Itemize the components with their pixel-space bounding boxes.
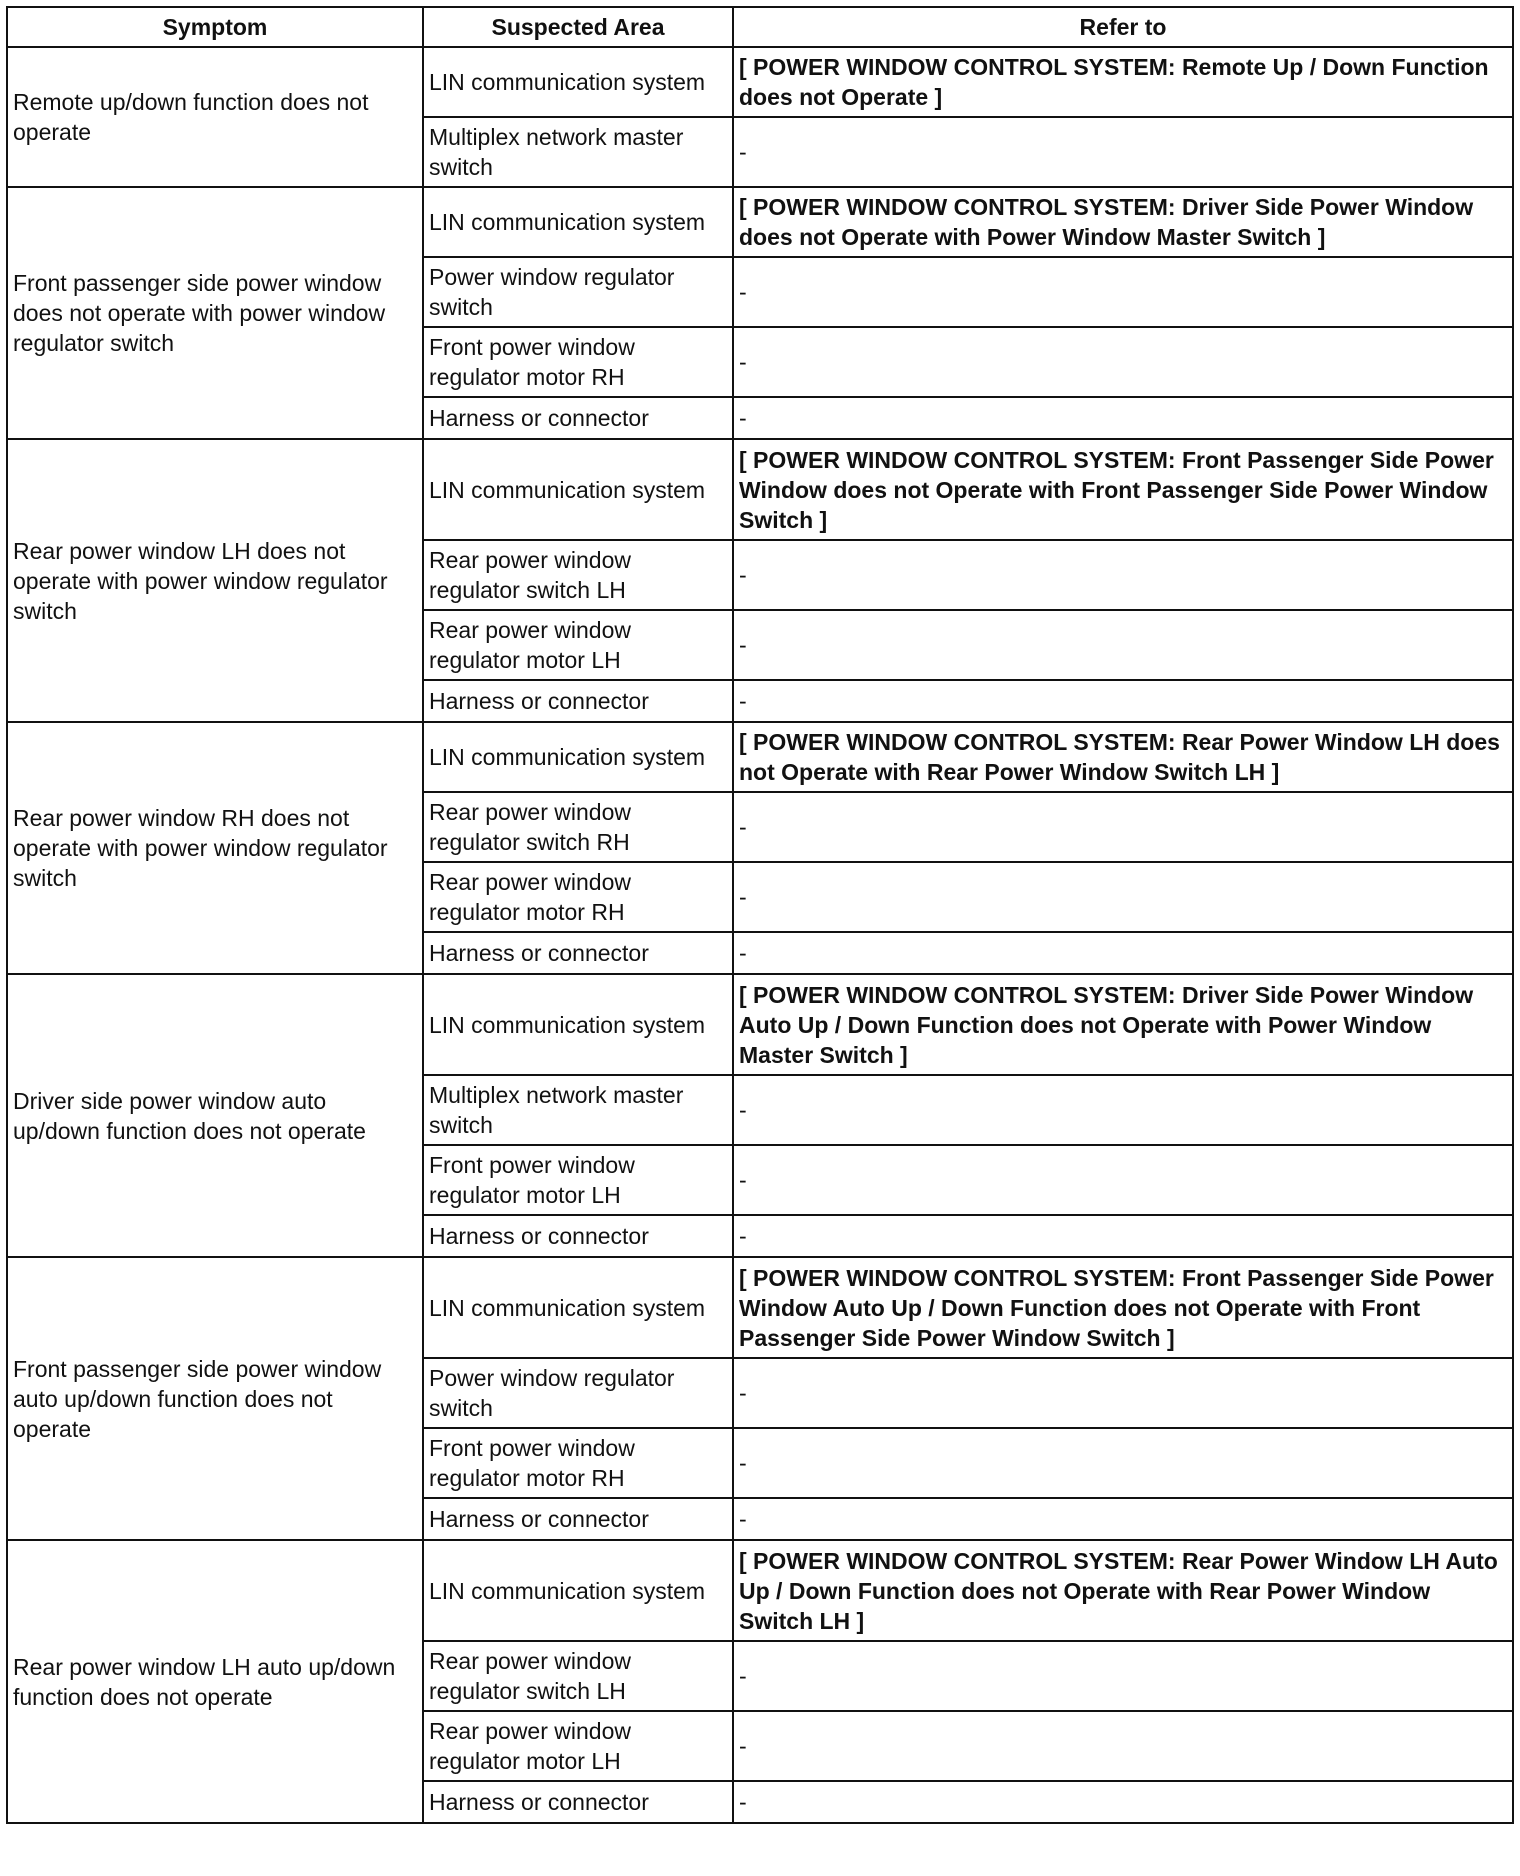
table-row [7, 974, 1513, 1075]
symptom-table [6, 6, 1514, 1824]
refer-to-cell: - [733, 680, 1513, 722]
suspected-area-cell: Harness or connector [423, 680, 733, 722]
refer-to-cell: - [733, 932, 1513, 974]
table-row [7, 439, 1513, 540]
refer-to-cell: - [733, 862, 1513, 932]
troubleshooting-document [6, 6, 1512, 1824]
refer-to-link[interactable]: [ POWER WINDOW CONTROL SYSTEM: Remote Up / Down Function does not Operate ] [733, 47, 1513, 117]
refer-to-cell: - [733, 1145, 1513, 1215]
suspected-area-cell: Rear power window regulator switch RH [423, 792, 733, 862]
table-body [7, 47, 1513, 1823]
suspected-area-cell: Rear power window regulator motor RH [423, 862, 733, 932]
symptom-cell: Front passenger side power window does not operate with power window regulator switch [7, 187, 423, 439]
suspected-area-cell: Harness or connector [423, 1215, 733, 1257]
suspected-area-cell: LIN communication system [423, 1540, 733, 1641]
suspected-area-cell: LIN communication system [423, 439, 733, 540]
suspected-area-cell: LIN communication system [423, 47, 733, 117]
refer-to-cell: - [733, 1781, 1513, 1823]
refer-to-cell: - [733, 792, 1513, 862]
table-row [7, 187, 1513, 257]
suspected-area-cell: LIN communication system [423, 722, 733, 792]
suspected-area-cell: Rear power window regulator motor LH [423, 1711, 733, 1781]
suspected-area-cell: Harness or connector [423, 932, 733, 974]
suspected-area-cell: Rear power window regulator motor LH [423, 610, 733, 680]
symptom-cell: Rear power window LH auto up/down function does not operate [7, 1540, 423, 1823]
suspected-area-cell: Rear power window regulator switch LH [423, 540, 733, 610]
table-row [7, 1540, 1513, 1641]
refer-to-cell: - [733, 397, 1513, 439]
suspected-area-cell: LIN communication system [423, 974, 733, 1075]
symptom-cell: Rear power window RH does not operate with power window regulator switch [7, 722, 423, 974]
refer-to-link[interactable]: [ POWER WINDOW CONTROL SYSTEM: Driver Side Power Window does not Operate with Power Window Master Switch ] [733, 187, 1513, 257]
refer-to-cell: - [733, 117, 1513, 187]
header-symptom: Symptom [7, 7, 423, 47]
table-row [7, 722, 1513, 792]
symptom-cell: Remote up/down function does not operate [7, 47, 423, 187]
refer-to-link[interactable]: [ POWER WINDOW CONTROL SYSTEM: Front Passenger Side Power Window Auto Up / Down Function does not Operate with Front Passenger Side Power Window Switch ] [733, 1257, 1513, 1358]
suspected-area-cell: Front power window regulator motor LH [423, 1145, 733, 1215]
refer-to-link[interactable]: [ POWER WINDOW CONTROL SYSTEM: Rear Power Window LH does not Operate with Rear Power Window Switch LH ] [733, 722, 1513, 792]
header-row [7, 7, 1513, 47]
suspected-area-cell: Power window regulator switch [423, 1358, 733, 1428]
refer-to-link[interactable]: [ POWER WINDOW CONTROL SYSTEM: Rear Power Window LH Auto Up / Down Function does not Operate with Rear Power Window Switch LH ] [733, 1540, 1513, 1641]
refer-to-link[interactable]: [ POWER WINDOW CONTROL SYSTEM: Front Passenger Side Power Window does not Operate with Front Passenger Side Power Window Switch ] [733, 439, 1513, 540]
refer-to-cell: - [733, 327, 1513, 397]
refer-to-cell: - [733, 1428, 1513, 1498]
suspected-area-cell: Front power window regulator motor RH [423, 327, 733, 397]
symptom-cell: Rear power window LH does not operate with power window regulator switch [7, 439, 423, 722]
suspected-area-cell: Harness or connector [423, 1781, 733, 1823]
suspected-area-cell: Harness or connector [423, 397, 733, 439]
table-row [7, 1257, 1513, 1358]
suspected-area-cell: LIN communication system [423, 187, 733, 257]
refer-to-cell: - [733, 1711, 1513, 1781]
refer-to-cell: - [733, 1358, 1513, 1428]
header-refer-to: Refer to [733, 7, 1513, 47]
table-row [7, 47, 1513, 117]
refer-to-cell: - [733, 1498, 1513, 1540]
refer-to-cell: - [733, 1075, 1513, 1145]
refer-to-cell: - [733, 1215, 1513, 1257]
symptom-cell: Driver side power window auto up/down function does not operate [7, 974, 423, 1257]
header-suspected-area: Suspected Area [423, 7, 733, 47]
symptom-cell: Front passenger side power window auto up/down function does not operate [7, 1257, 423, 1540]
suspected-area-cell: Harness or connector [423, 1498, 733, 1540]
suspected-area-cell: Power window regulator switch [423, 257, 733, 327]
refer-to-cell: - [733, 540, 1513, 610]
refer-to-cell: - [733, 1641, 1513, 1711]
suspected-area-cell: Multiplex network master switch [423, 117, 733, 187]
suspected-area-cell: LIN communication system [423, 1257, 733, 1358]
suspected-area-cell: Rear power window regulator switch LH [423, 1641, 733, 1711]
suspected-area-cell: Multiplex network master switch [423, 1075, 733, 1145]
suspected-area-cell: Front power window regulator motor RH [423, 1428, 733, 1498]
refer-to-cell: - [733, 610, 1513, 680]
refer-to-link[interactable]: [ POWER WINDOW CONTROL SYSTEM: Driver Side Power Window Auto Up / Down Function does not Operate with Power Window Master Switch ] [733, 974, 1513, 1075]
refer-to-cell: - [733, 257, 1513, 327]
